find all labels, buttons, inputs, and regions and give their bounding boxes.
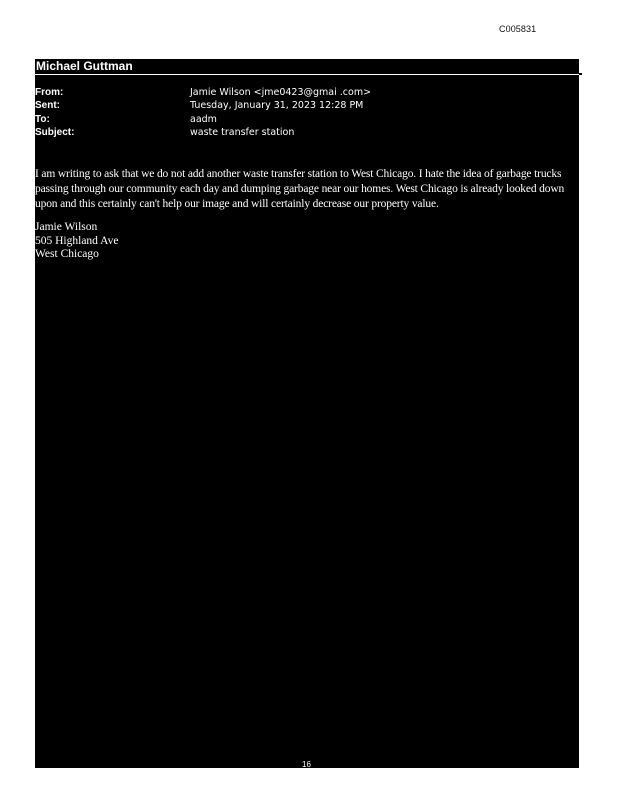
header-value-subject: waste transfer station (190, 127, 295, 138)
signature-address: 505 Highland Ave (35, 234, 119, 247)
redaction-panel (35, 59, 579, 768)
header-value-sent: Tuesday, January 31, 2023 12:28 PM (190, 100, 364, 111)
signature-name: Jamie Wilson (35, 221, 98, 233)
header-value-from: Jamie Wilson <jme0423@gmai .com> (190, 87, 372, 98)
header-label-from: From: (35, 87, 64, 98)
signature-block (35, 221, 118, 262)
owner-divider (35, 74, 579, 75)
header-row-subject (35, 126, 579, 139)
header-label-subject: Subject: (35, 127, 75, 138)
header-label-to: To: (35, 114, 50, 125)
header-row-sent (35, 99, 579, 112)
header-label-sent: Sent: (35, 100, 60, 111)
mailbox-owner-name: Michael Guttman (36, 59, 133, 73)
edge-rule-tick (579, 73, 582, 75)
header-row-from (35, 86, 579, 99)
header-value-to: aadm (190, 114, 217, 125)
page-number: 16 (302, 760, 311, 769)
header-row-to (35, 113, 579, 126)
email-body: I am writing to ask that we do not add another waste transfer station to West Chicago. I hate the idea of garbage trucks passing through our community each day and dumping garbage near our homes. West Chicago is already looked down upon and this certainly can't help our image and will certainly decrease our property value. (35, 168, 565, 210)
signature-city: West Chicago (35, 248, 99, 260)
document-id: C005831 (499, 24, 537, 34)
